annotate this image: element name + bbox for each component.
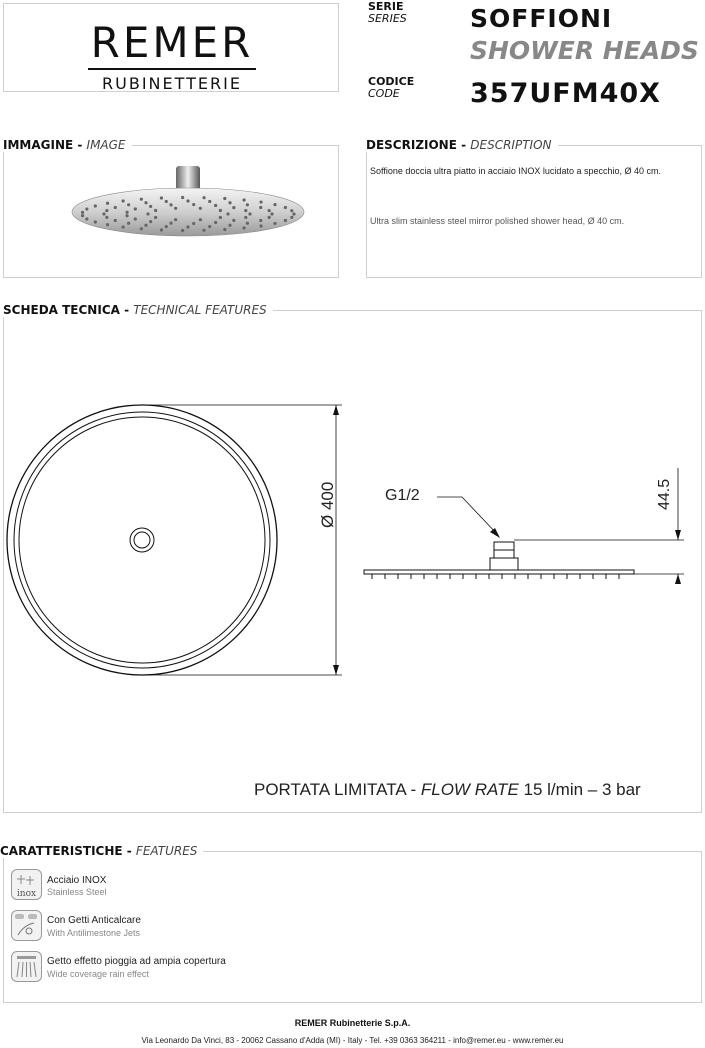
jet-dot	[270, 212, 273, 215]
jet-dot	[149, 205, 152, 208]
jet-dot	[140, 198, 143, 201]
jet-dot	[244, 209, 247, 212]
description-section-title: DESCRIZIONE - DESCRIPTION	[366, 138, 558, 152]
series-label-it: SERIE	[368, 0, 404, 13]
feature-sub-0: Stainless Steel	[47, 887, 107, 897]
jet-dot	[174, 207, 177, 210]
features-section-title: CARATTERISTICHE - FEATURES	[0, 844, 203, 858]
jet-dot	[127, 203, 130, 206]
technical-drawing	[0, 320, 705, 720]
logo-divider	[88, 68, 256, 70]
jet-dot	[199, 207, 202, 210]
jet-dot	[284, 206, 287, 209]
jet-dot	[122, 199, 125, 202]
code-label	[368, 76, 414, 100]
description-text-it: Soffione doccia ultra piatto in acciaio INOX lucidato a specchio, Ø 40 cm.	[370, 166, 661, 176]
jet-dot	[127, 222, 130, 225]
jet-dot	[223, 197, 226, 200]
jet-dot	[292, 212, 295, 215]
jet-dot	[186, 225, 189, 228]
jet-dot	[214, 221, 217, 224]
jet-dot	[219, 216, 222, 219]
jet-dot	[259, 206, 262, 209]
jet-dot	[223, 228, 226, 231]
jet-dot	[259, 219, 262, 222]
series-value-en: SHOWER HEADS	[470, 36, 699, 65]
series-label	[368, 1, 407, 25]
logo-subtitle: RUBINETTERIE	[102, 74, 242, 93]
jet-dot	[214, 204, 217, 207]
jet-dot	[273, 203, 276, 206]
diameter-dimension: Ø 400	[318, 481, 337, 528]
height-dimension: 44.5	[656, 478, 673, 510]
jet-dot	[105, 209, 108, 212]
description-box	[366, 145, 702, 278]
jet-dot	[290, 216, 293, 219]
description-text-en: Ultra slim stainless steel mirror polished shower head, Ø 40 cm.	[370, 216, 625, 226]
jet-dot	[186, 199, 189, 202]
jet-dot	[192, 203, 195, 206]
jet-dot	[181, 196, 184, 199]
jet-dot	[284, 219, 287, 222]
jet-dot	[125, 214, 128, 217]
logo-brand: REMER	[90, 18, 254, 67]
jet-dot	[160, 196, 163, 199]
jet-dot	[165, 200, 168, 203]
jet-dot	[268, 209, 271, 212]
series-label-en: SERIES	[368, 12, 407, 25]
rain-icon	[11, 951, 42, 982]
jet-dot	[259, 224, 262, 227]
jet-dot	[140, 227, 143, 230]
jet-dot	[134, 207, 137, 210]
jet-dot	[122, 225, 125, 228]
footer-address: Via Leonardo Da Vinci, 83 - 20062 Cassano d'Adda (MI) - Italy - Tel. +39 0363 364211 - info@remer.eu - www.remer.eu	[141, 1036, 564, 1045]
code-label-en: CODE	[368, 87, 400, 100]
jet-dot	[134, 217, 137, 220]
flow-rate: PORTATA LIMITATA - FLOW RATE 15 l/min – 3 bar	[254, 780, 641, 799]
jet-dot	[248, 212, 251, 215]
jet-dot	[246, 203, 249, 206]
jet-dot	[232, 206, 235, 209]
technical-section-title: SCHEDA TECNICA - TECHNICAL FEATURES	[3, 303, 273, 317]
image-section-title: IMMAGINE - IMAGE	[3, 138, 132, 152]
jet-dot	[174, 218, 177, 221]
jet-dot	[165, 225, 168, 228]
jet-dot	[202, 229, 205, 232]
jet-dot	[85, 217, 88, 220]
series-value: SOFFIONI	[470, 4, 613, 33]
jet-dot	[268, 216, 271, 219]
jet-dot	[259, 200, 262, 203]
jet-dot	[290, 209, 293, 212]
jet-dot	[105, 216, 108, 219]
jet-dot	[228, 224, 231, 227]
feature-name-0: Acciaio INOX	[47, 875, 107, 886]
jet-dot	[114, 219, 117, 222]
jet-dot	[144, 224, 147, 227]
jet-dot	[154, 209, 157, 212]
code-label-it: CODICE	[368, 75, 415, 88]
jet-dot	[244, 216, 247, 219]
jet-dot	[169, 222, 172, 225]
features-box	[3, 851, 702, 1003]
jet-dot	[208, 200, 211, 203]
inox-icon	[11, 869, 42, 900]
feature-sub-1: With Antilimestone Jets	[47, 928, 141, 938]
jet-dot	[273, 222, 276, 225]
jet-dot	[232, 219, 235, 222]
jet-dot	[85, 207, 88, 210]
jet-dot	[199, 218, 202, 221]
jet-dot	[94, 220, 97, 223]
code-value: 357UFM40X	[470, 78, 661, 109]
jet-dot	[102, 212, 105, 215]
feature-sub-2: Wide coverage rain effect	[47, 969, 149, 979]
jet-dot	[181, 229, 184, 232]
jet-dot	[81, 211, 84, 214]
jet-dot	[106, 223, 109, 226]
jet-dot	[202, 196, 205, 199]
logo-box	[3, 3, 339, 92]
jet-dot	[154, 216, 157, 219]
jet-dot	[114, 206, 117, 209]
jet-dot	[81, 214, 84, 217]
jet-dot	[242, 198, 245, 201]
anticalcare-icon	[11, 910, 42, 941]
jet-dot	[169, 203, 172, 206]
thread-dimension: G1/2	[385, 487, 420, 504]
jet-dot	[219, 209, 222, 212]
jet-dot	[208, 225, 211, 228]
footer-company: REMER Rubinetterie S.p.A.	[294, 1018, 411, 1028]
jet-dot	[149, 220, 152, 223]
shower-head-image	[60, 160, 310, 250]
jet-dot	[94, 204, 97, 207]
jet-dot	[144, 201, 147, 204]
feature-name-1: Con Getti Anticalcare	[47, 915, 141, 926]
jet-dot	[160, 228, 163, 231]
jet-dot	[106, 202, 109, 205]
jet-dot	[228, 201, 231, 204]
jet-dot	[246, 222, 249, 225]
inox-icon-text: inox	[16, 889, 37, 899]
jet-dot	[192, 222, 195, 225]
jet-dot	[226, 212, 229, 215]
feature-name-2: Getto effetto pioggia ad ampia copertura	[47, 956, 226, 967]
jet-dot	[125, 211, 128, 214]
jet-dot	[242, 226, 245, 229]
jet-dot	[146, 212, 149, 215]
